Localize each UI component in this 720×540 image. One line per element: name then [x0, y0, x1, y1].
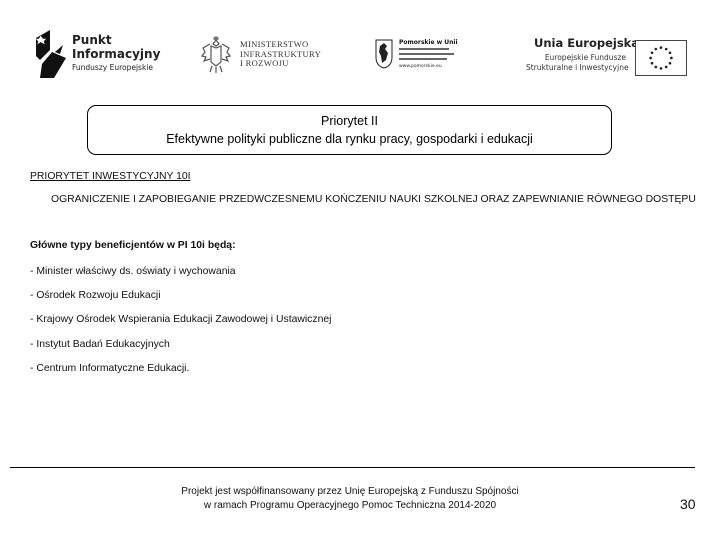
- ministry-logo: [200, 36, 330, 76]
- eu-name: Unia Europejska: [534, 36, 640, 50]
- pomorskie-logo: [373, 37, 463, 73]
- limitation-text: OGRANICZENIE I ZAPOBIEGANIE PRZEDWCZESNEMU KOŃCZENIU NAUKI SZKOLNEJ ORAZ ZAPEWNIANIE RÓWNEGO DOSTĘPU: [51, 194, 696, 205]
- footer-divider: [10, 467, 695, 468]
- pomorskie-text-line: [399, 53, 454, 55]
- footer-note: [160, 485, 540, 513]
- ministry-name: MINISTERSTWO INFRASTRUKTURY I ROZWOJU: [240, 39, 322, 68]
- eagle-emblem-icon: [200, 36, 232, 74]
- pomorskie-text-line: [399, 48, 449, 50]
- beneficiaries-list: [30, 265, 331, 386]
- list-item: - Ośrodek Rozwoju Edukacji: [30, 290, 161, 302]
- footer-line-2: w ramach Programu Operacyjnego Pomoc Techniczna 2014-2020: [203, 500, 497, 511]
- punkt-subtitle: Funduszy Europejskie: [72, 63, 153, 72]
- list-item: - Centrum Informatyczne Edukacji.: [30, 362, 190, 374]
- list-item: - Instytut Badań Edukacyjnych: [30, 338, 170, 350]
- beneficiaries-heading: Główne typy beneficjentów w PI 10i będą:: [30, 240, 236, 251]
- pomorskie-title: Pomorskie w Unii: [399, 39, 458, 46]
- griffin-emblem-icon: [375, 39, 393, 69]
- priority-title: Priorytet II: [321, 114, 378, 128]
- pomorskie-text-line: [399, 58, 447, 60]
- eu-flag-icon: [635, 40, 687, 76]
- priority-box: [87, 105, 612, 155]
- priority-subtitle: Efektywne polityki publiczne dla rynku pracy, gospodarki i edukacji: [166, 132, 533, 146]
- punkt-title: Punkt Informacyjny: [72, 33, 161, 61]
- investment-priority-heading: PRIORYTET INWESTYCYJNY 10I: [30, 171, 191, 182]
- page-number: 30: [680, 496, 696, 512]
- logo-strip: [0, 0, 720, 96]
- punkt-informacyjny-logo: [36, 30, 166, 80]
- pomorskie-url: www.pomorskie.eu: [399, 64, 442, 69]
- eu-fund-name: Europejskie Fundusze Strukturalne i Inwestycyjne: [526, 53, 629, 72]
- list-item: - Minister właściwy ds. oświaty i wychowania: [30, 266, 236, 277]
- eu-logo: [522, 36, 692, 76]
- star-arrow-icon: [36, 30, 66, 78]
- footer-line-1: Projekt jest współfinansowany przez Unię Europejską z Funduszu Spójności: [181, 486, 519, 497]
- list-item: - Krajowy Ośrodek Wspierania Edukacji Zawodowej i Ustawicznej: [30, 314, 332, 326]
